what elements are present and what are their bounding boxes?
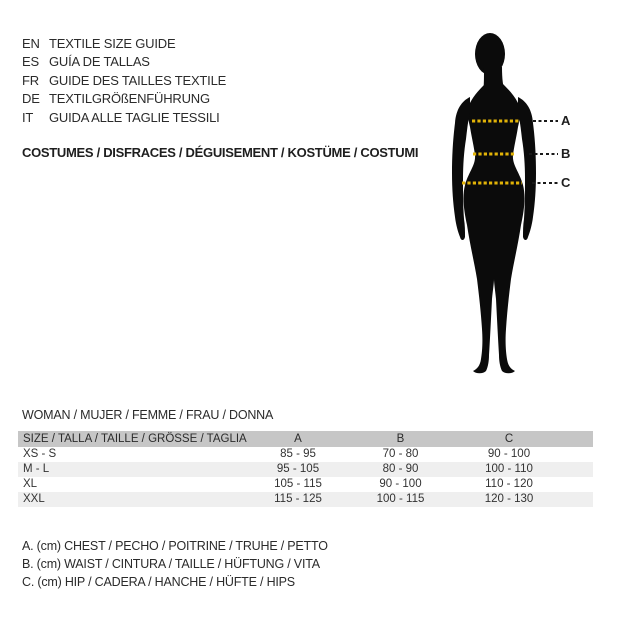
hip-range-cell: 110 - 120	[485, 478, 533, 490]
guide-title-translation: GUIDA ALLE TAGLIE TESSILI	[49, 109, 220, 125]
measurement-legend	[22, 537, 328, 591]
woman-silhouette-figure	[450, 33, 538, 375]
language-guide-item	[22, 72, 226, 90]
guide-title-translation: TEXTILGRÖßENFÜHRUNG	[49, 91, 210, 107]
measure-label-b: B	[561, 146, 571, 161]
table-row	[18, 477, 593, 492]
waist-range-cell: 90 - 100	[379, 478, 422, 490]
language-guide-list	[22, 35, 226, 127]
legend-chest: A. (cm) CHEST / PECHO / POITRINE / TRUHE / PETTO	[22, 539, 328, 553]
guide-title-translation: TEXTILE SIZE GUIDE	[49, 36, 176, 51]
table-row	[18, 462, 593, 477]
chest-range-cell: 115 - 125	[248, 492, 348, 507]
language-guide-item	[22, 109, 226, 127]
legend-hip: C. (cm) HIP / CADERA / HANCHE / HÜFTE / HIPS	[22, 575, 295, 589]
category-title: COSTUMES / DISFRACES / DÉGUISEMENT / KOSTÜME / COSTUMI	[22, 145, 419, 160]
size-cell: XL	[23, 478, 38, 490]
legend-waist: B. (cm) WAIST / CINTURA / TAILLE / HÜFTUNG / VITA	[22, 557, 320, 571]
language-code: FR	[22, 72, 39, 88]
hip-range-cell: 100 - 110	[453, 462, 593, 477]
measure-label-a: A	[561, 113, 571, 128]
language-code: IT	[22, 109, 34, 125]
waist-range-cell: 100 - 115	[348, 492, 453, 507]
size-table-header-c: C	[453, 431, 593, 447]
guide-title-translation: GUÍA DE TALLAS	[49, 54, 150, 70]
size-table-header-size: SIZE / TALLA / TAILLE / GRÖSSE / TAGLIA	[18, 431, 248, 447]
table-row	[18, 492, 593, 507]
size-table-header-row	[18, 431, 593, 447]
language-code: ES	[22, 54, 39, 70]
size-cell: XS - S	[23, 448, 57, 460]
language-code: EN	[22, 36, 40, 51]
chest-range-cell: 85 - 95	[280, 448, 316, 460]
size-table	[18, 431, 593, 507]
language-code: DE	[22, 91, 40, 107]
language-guide-item	[22, 90, 226, 108]
chest-connector-line	[533, 120, 558, 122]
size-table-header-b: B	[348, 431, 453, 447]
hip-range-cell: 120 - 130	[453, 492, 593, 507]
table-row	[18, 447, 593, 462]
hip-range-cell: 90 - 100	[487, 448, 531, 460]
guide-title-translation: GUIDE DES TAILLES TEXTILE	[49, 72, 227, 88]
waist-connector-line	[529, 153, 558, 155]
chest-range-cell: 95 - 105	[248, 462, 348, 477]
size-cell: XXL	[18, 492, 248, 507]
waist-range-cell: 70 - 80	[382, 448, 419, 460]
waist-range-cell: 80 - 90	[348, 462, 453, 477]
silhouette-body	[464, 83, 525, 373]
size-cell: M - L	[18, 462, 248, 477]
size-table-header-a: A	[248, 431, 348, 447]
hip-connector-line	[532, 182, 558, 184]
chest-range-cell: 105 - 115	[274, 478, 322, 490]
language-guide-item	[22, 53, 226, 71]
measure-label-c: C	[561, 175, 571, 190]
gender-section-title: WOMAN / MUJER / FEMME / FRAU / DONNA	[22, 408, 274, 422]
language-guide-item	[22, 35, 226, 53]
